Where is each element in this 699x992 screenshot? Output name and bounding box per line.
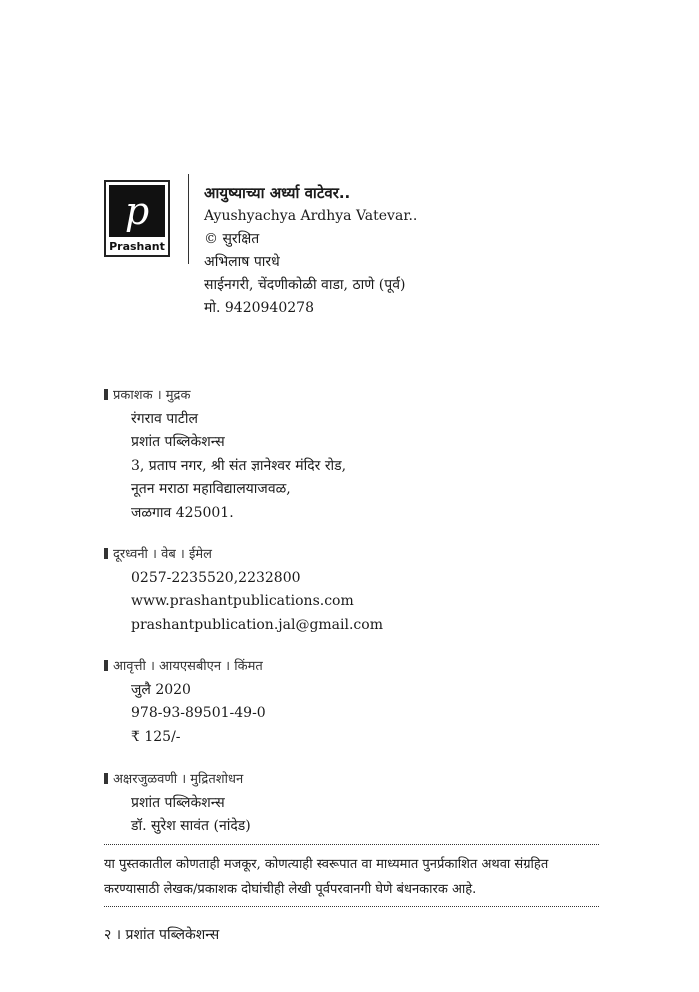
price: ₹ 125/- — [131, 728, 181, 745]
email: prashantpublication.jal@gmail.com — [131, 616, 383, 633]
section-heading: दूरध्वनी । वेब । ईमेल — [104, 543, 383, 567]
publisher-address-line: जळगाव 425001. — [131, 504, 234, 521]
page-footer: २ । प्रशांत पब्लिकेशन्स — [104, 927, 220, 943]
author: अभिलाष पारधे — [204, 254, 280, 270]
title-english: Ayushyachya Ardhya Vatevar.. — [204, 208, 418, 224]
book-info — [204, 182, 417, 320]
publisher-company: प्रशांत पब्लिकेशन्स — [131, 434, 225, 450]
publisher-address-line: 3, प्रताप नगर, श्री संत ज्ञानेश्वर मंदिर रोड, — [131, 457, 347, 474]
publisher-address-line: नूतन मराठा महाविद्यालयाजवळ, — [131, 481, 291, 497]
logo-text: Prashant — [109, 240, 165, 253]
divider-line — [188, 174, 189, 264]
author-mobile: मो. 9420940278 — [204, 300, 314, 316]
phone: 0257-2235520,2232800 — [131, 569, 301, 586]
typesetting-section — [104, 768, 251, 839]
author-address: साईनगरी, चेंदणीकोळी वाडा, ठाणे (पूर्व) — [204, 277, 406, 293]
section-heading: प्रकाशक । मुद्रक — [104, 384, 346, 408]
section-heading: आवृत्ती । आयएसबीएन । किंमत — [104, 655, 266, 679]
publisher-name: रंगराव पाटील — [131, 410, 198, 427]
publisher-logo — [104, 180, 170, 257]
dotted-rule-top — [104, 844, 599, 845]
logo-mark: p — [109, 185, 165, 237]
edition-section — [104, 655, 266, 749]
copyright: © सुरक्षित — [204, 231, 260, 247]
copyright-notice: या पुस्तकातील कोणताही मजकूर, कोणत्याही स्वरूपात वा माध्यमात पुनर्प्रकाशित अथवा संग्रहित करण्यासाठी लेखक/प्रकाशक दोघांचीही लेखी पूर्वपरवानगी घेणे बंधनकारक आहे. — [104, 857, 549, 897]
typesetter: प्रशांत पब्लिकेशन्स — [131, 794, 225, 811]
section-heading: अक्षरजुळवणी । मुद्रितशोधन — [104, 768, 251, 792]
isbn: 978-93-89501-49-0 — [131, 705, 266, 721]
publisher-section — [104, 384, 346, 525]
proofreader: डॉ. सुरेश सावंत (नांदेड) — [131, 818, 251, 834]
edition-date: जुलै 2020 — [131, 681, 191, 698]
contact-section — [104, 543, 383, 637]
dotted-rule-bottom — [104, 906, 599, 907]
title-marathi: आयुष्याच्या अर्ध्या वाटेवर.. — [204, 184, 351, 202]
website: www.prashantpublications.com — [131, 593, 354, 609]
